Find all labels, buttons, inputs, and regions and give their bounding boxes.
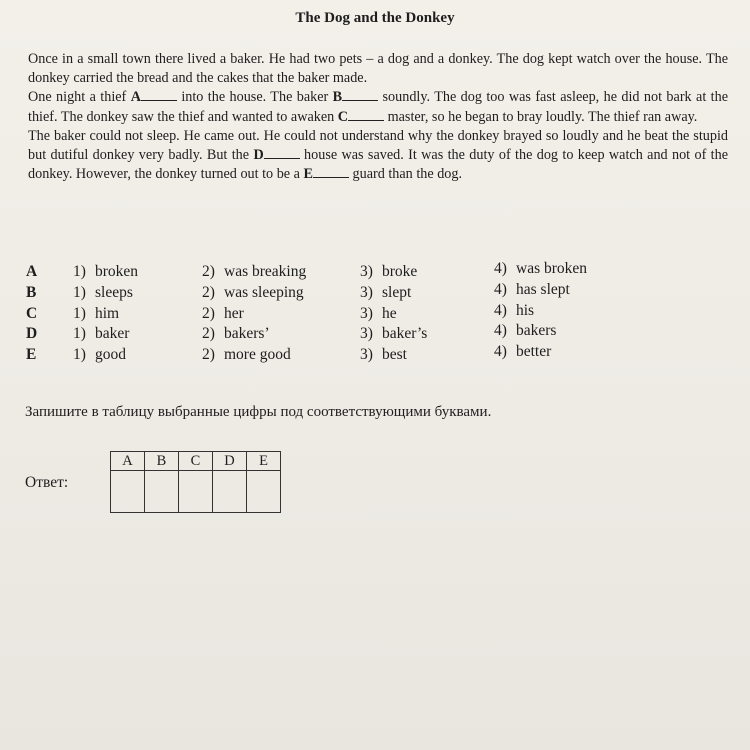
option-e2: 2) more good: [202, 346, 291, 364]
answer-header-cell: D: [213, 452, 247, 471]
answer-header-cell: C: [179, 452, 213, 471]
option-letter: E: [26, 346, 37, 364]
option-a1: 1) broken: [73, 263, 139, 280]
option-letter: D: [26, 325, 38, 343]
gap-a: A: [131, 89, 177, 105]
option-letter: B: [26, 283, 37, 301]
option-a4: 4) was broken: [494, 260, 588, 277]
option-c1: 1) him: [73, 304, 120, 322]
option-c4: 4) his: [494, 301, 535, 319]
page-title: The Dog and the Donkey: [295, 10, 455, 26]
option-d3: 3) baker’s: [360, 325, 428, 343]
answer-table-header: [111, 452, 281, 471]
option-a3: 3) broke: [360, 263, 418, 280]
answer-cell-a[interactable]: [111, 471, 145, 513]
option-b3: 3) slept: [360, 283, 412, 301]
gap-d: D: [253, 147, 299, 163]
option-b4: 4) has slept: [494, 280, 570, 298]
answer-cell-e[interactable]: [247, 471, 281, 513]
instruction-text: Запишите в таблицу выбранные цифры под соответствующими буквами.: [25, 404, 492, 420]
answer-header-cell: A: [111, 452, 145, 471]
answer-cell-c[interactable]: [179, 471, 213, 513]
answer-cell-b[interactable]: [145, 471, 179, 513]
gap-c: C: [338, 109, 384, 125]
answer-header-cell: E: [247, 452, 281, 471]
option-c3: 3) he: [360, 304, 397, 322]
gap-e: E: [303, 166, 348, 182]
option-e3: 3) best: [360, 346, 407, 364]
story-paragraph-3: The baker could not sleep. He came out. He could not understand why the donkey brayed so loudly and he beat the stupid but dutiful donkey very badly. But the D house was saved. It was the duty of the dog to keep watch and not of the donkey. However, the donkey turned out to be a E guard than the dog.: [28, 127, 728, 183]
story-text: [28, 50, 728, 184]
answer-cell-d[interactable]: [213, 471, 247, 513]
option-d2: 2) bakers’: [202, 325, 270, 343]
option-e4: 4) better: [494, 343, 552, 361]
option-d4: 4) bakers: [494, 322, 557, 340]
answer-header-cell: B: [145, 452, 179, 471]
story-paragraph-1: Once in a small town there lived a baker. He had two pets – a dog and a donkey. The dog kept watch over the house. The donkey carried the bread and the cakes that the baker made.: [28, 51, 728, 87]
option-b2: 2) was sleeping: [202, 283, 304, 301]
story-paragraph-2: One night a thief A into the house. The baker B soundly. The dog too was fast asleep, he did not bark at the thief. The donkey saw the thief and wanted to awaken C master, so he began to bray loudly. The thief ran away.: [28, 89, 729, 125]
gap-b: B: [333, 89, 378, 105]
answer-label: Ответ:: [25, 474, 69, 491]
answer-table-row: [111, 471, 281, 513]
option-e1: 1) good: [73, 346, 126, 364]
option-b1: 1) sleeps: [73, 283, 133, 301]
option-c2: 2) her: [202, 304, 244, 322]
option-letter: C: [26, 304, 38, 322]
option-a2: 2) was breaking: [202, 263, 307, 280]
answer-table: [110, 451, 281, 513]
option-d1: 1) baker: [73, 325, 130, 343]
option-letter: A: [26, 263, 38, 280]
